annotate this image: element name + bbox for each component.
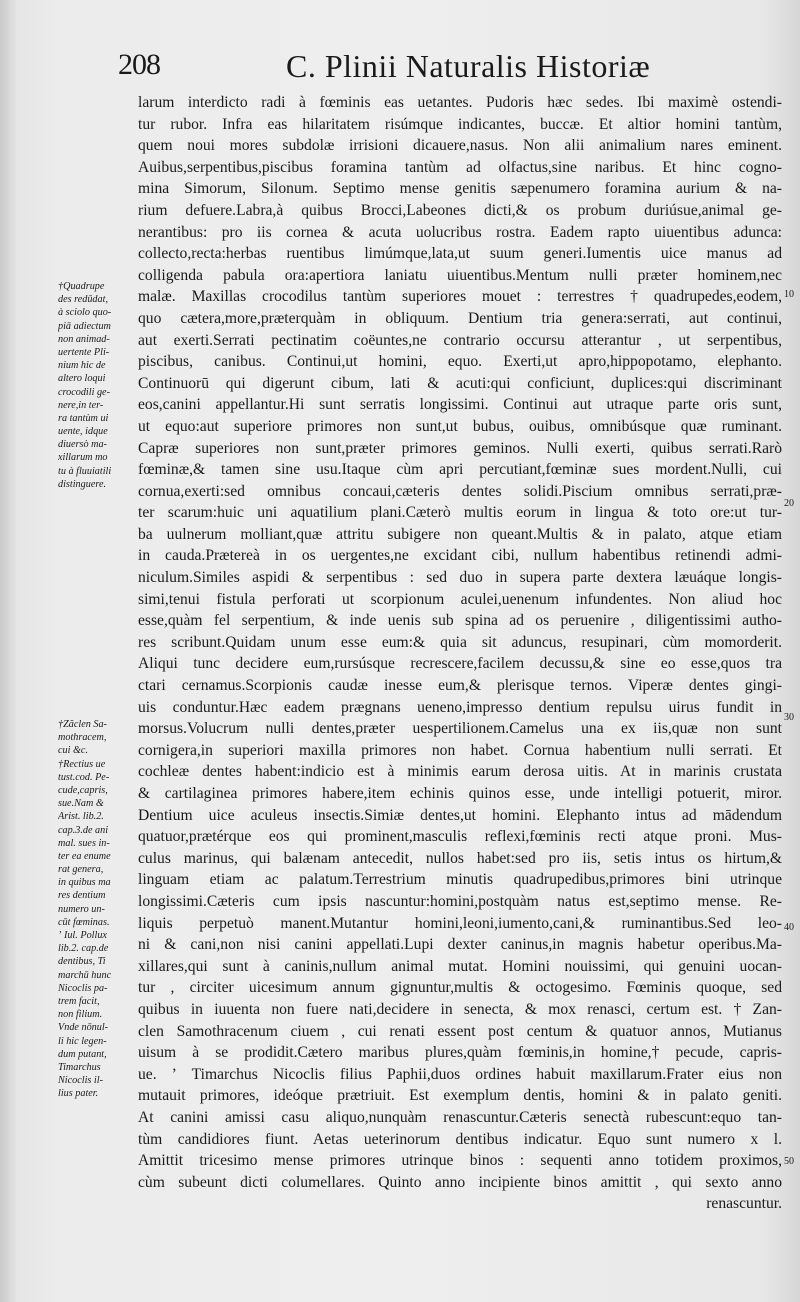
margin-note-line: Nicoclis pa- bbox=[58, 982, 108, 994]
margin-note-line: dum putant, bbox=[58, 1048, 107, 1060]
margin-note-line: crocodili ge- bbox=[58, 386, 110, 398]
text-line: quatuor,prætérque eos qui prominent,masculis reflexi,fœminis recti atque proni. Mus- bbox=[138, 828, 782, 846]
text-line: At canini amissi casu aliquo,nunquàm renascuntur.Cæteris senectà rubescunt:equo tan- bbox=[138, 1108, 782, 1126]
text-line: morsus.Volucrum nulli dentes,præter uespertilionem.Camelus una ex iis,quæ non sunt bbox=[138, 720, 782, 738]
margin-note-line: Arist. lib.2. bbox=[58, 811, 104, 823]
text-line: fœminæ,& tamen sine usu.Itaque cùm apri percutiant,fœminæ sues mordent.Nulli, cui bbox=[138, 461, 782, 479]
line-number-10: 10 bbox=[784, 289, 794, 300]
margin-note-line: distinguere. bbox=[58, 478, 107, 490]
margin-note-line: Nicoclis il- bbox=[58, 1075, 103, 1087]
text-line: piscibus, canibus. Continui,ut homini, equo. Exerti,ut apro,hippopotamo, elephanto. bbox=[138, 353, 782, 371]
text-line: cornigera,in superiori maxilla primores non habet. Cornua habentium nulli serrati. Et bbox=[138, 741, 782, 759]
text-line: in cauda.Prætereà in os uergentes,ne excidant cibi, nullum habentibus retinendi admi- bbox=[138, 547, 782, 565]
text-line: nerantibus: pro iis cornea & acuta uolucribus rostra. Eadem rapto uiuentibus adunca: bbox=[138, 223, 782, 241]
text-line: renascuntur. bbox=[706, 1195, 782, 1213]
margin-note-line: †Quadrupe bbox=[58, 281, 105, 292]
margin-note-line: †Zăclen Sa- bbox=[58, 719, 107, 730]
text-line: uis conduntur.Hæc eadem prægnans ueneno,impresso dentium repulsu uirus fundit in bbox=[138, 698, 782, 716]
line-number-20: 20 bbox=[784, 498, 794, 509]
text-line: rium defuere.Labra,à quibus Brocci,Labeones dicti,& os probum duriúsue,animal ge- bbox=[138, 201, 782, 219]
margin-note-line: rat genera, bbox=[58, 864, 104, 876]
margin-note-line: Timarchus bbox=[58, 1061, 101, 1073]
text-line: res scribunt.Quidam unum esse eum:& quia sit aduncus, resupinari, cùm momorderit. bbox=[138, 633, 782, 651]
margin-note-line: piā adiectum bbox=[58, 320, 111, 332]
margin-note-line: ʼ Iul. Pollux bbox=[58, 930, 107, 941]
text-line: collecto,recta:herbas ruentibus limúmque,lata,ut suum generi.Iumentis uice manus ad bbox=[138, 245, 782, 263]
text-line: tur rubor. Infra eas hilaritatem risúmque indicantes, buccæ. Et altior homini tantùm, bbox=[138, 115, 782, 133]
margin-note-line: in quibus ma bbox=[58, 877, 111, 889]
text-line: malæ. Maxillas crocodilus tantùm superiores mouet : terrestres † quadrupedes,eodem, bbox=[138, 288, 782, 306]
text-line: eos,canini appellantur.Hi sunt serratis longissimi. Continui aut utraque parte oris sunt, bbox=[138, 396, 782, 414]
margin-note-line: trem facit, bbox=[58, 995, 100, 1007]
text-line: uisum à se prodidit.Cætero maribus plures,quàm fœminis,in homine,† pecude, capris- bbox=[138, 1044, 782, 1062]
text-line: tùm candidiores fiunt. Aetas ueterinorum dentibus indicatur. Equo sunt numero x l. bbox=[138, 1130, 782, 1148]
margin-note-line: xillarum mo bbox=[58, 452, 108, 464]
text-line: Amittit tricesimo mense primores utrinque binos : sequenti anno totidem proximos, bbox=[138, 1152, 782, 1170]
text-line: larum interdicto radi à fœminis eas uetantes. Pudoris hæc sedes. Ibi maximè ostendi- bbox=[138, 94, 782, 111]
margin-note-line: non animad- bbox=[58, 333, 110, 345]
text-line: cornua,exerti:sed omnibus concaui,cæteris dentes solidi.Piscium omnibus serrati,præ- bbox=[138, 482, 782, 500]
text-line: cochleæ dentes habent:indicio est à minimis earum derosa uitis. At in marinis crustata bbox=[138, 763, 782, 781]
text-line: quibus in iuuenta non fuere nati,decidere in senecta, & mox renasci, certum est. † Zan- bbox=[138, 1000, 782, 1018]
margin-note-line: nium hic de bbox=[58, 360, 106, 372]
margin-note-line: cude,capris, bbox=[58, 784, 108, 796]
margin-note-line: Vnde nōnul- bbox=[58, 1022, 109, 1034]
margin-note-line: tu à fluuiatili bbox=[58, 465, 112, 477]
margin-note-line: uente, idque bbox=[58, 426, 108, 438]
text-line: simi,tenui fistula perforati ut scorpionum aculei,uenenum infundentes. Non aliud hoc bbox=[138, 590, 782, 608]
text-line: mina Simorum, Silonum. Septimo mense genitis sæpenumero foramina aurium & na- bbox=[138, 180, 782, 198]
text-line: ter scarum:huic uni aquatilium plani.Cæterò multis eorum in lingua & toto ore:ut tur- bbox=[138, 504, 782, 522]
margin-note-line: numero un- bbox=[58, 903, 105, 915]
text-line: liquis perpetuò manent.Mutantur homini,leoni,iumento,cani,& ruminantibus.Sed leo- bbox=[138, 914, 782, 932]
text-line: xillares,qui sunt à caninis,nullum animal mutat. Homini nouissimi, qui genuini uocan- bbox=[138, 957, 782, 975]
text-line: Continuorū qui digerunt cibum, lati & acuti:qui conficiunt, duplices:qui discriminant bbox=[138, 374, 782, 392]
margin-note-line: marchū hunc bbox=[58, 969, 112, 981]
margin-note-line: à sciolo quo- bbox=[58, 307, 112, 319]
line-number-40: 40 bbox=[784, 922, 794, 933]
margin-note-line: cap.3.de ani bbox=[58, 824, 109, 836]
text-line: ba uulnerum molliant,quæ attritu subigere non queant.Multis & in palato, atque etiam bbox=[138, 525, 782, 543]
text-line: ut equo:aut superiore primores non sunt,ut bubus, ouibus, omnibúsque quæ ruminant. bbox=[138, 417, 782, 435]
margin-note-line: des redūdat, bbox=[58, 294, 108, 306]
margin-note-line: lib.2. cap.de bbox=[58, 943, 109, 955]
text-line: tur , circiter uicesimum annum gignuntur,multis & octogesimo. Fœminis quoque, sed bbox=[138, 979, 782, 997]
text-line: Dentium uice aculeus insectis.Simiæ dentes,ut homini. Elephanto intus ad mādendum bbox=[138, 806, 782, 824]
margin-note-line: cūt fœminas. bbox=[58, 916, 110, 928]
margin-note-line: cui &c. bbox=[58, 745, 88, 757]
text-line: ue. ʼ Timarchus Nicoclis filius Paphii,duos ordines habuit maxillarum.Frater eius non bbox=[138, 1065, 782, 1083]
text-line: cùm subeunt dicti columellares. Quinto anno incipiente binos amittit , qui sexto anno bbox=[138, 1173, 782, 1191]
margin-note-line: mal. sues in- bbox=[58, 837, 110, 849]
page-header bbox=[118, 48, 778, 88]
main-text-block bbox=[138, 92, 782, 1215]
margin-note-line: sue.Nam & bbox=[58, 798, 104, 810]
text-line: colligenda pabula ora:apertiora laniatu uiuentibus.Mentum nulli præter hominem,nec bbox=[138, 266, 782, 284]
margin-note-line: tust.cod. Pe- bbox=[58, 771, 110, 783]
text-line: clen Samothracenum ciuem , cui renati essent post centum & quatuor annos, Mutianus bbox=[138, 1022, 782, 1040]
margin-note-line: ra tantùm ui bbox=[58, 412, 109, 424]
page-number: 208 bbox=[118, 48, 160, 81]
text-line: aut exerti.Serrati pectinatim coëuntes,ne contrario occursu atterantur , ut serpentibus, bbox=[138, 331, 782, 349]
margin-note-line: nere,in ter- bbox=[58, 399, 104, 411]
margin-note-quadrupedes bbox=[58, 280, 134, 491]
margin-note-line: diuersò ma- bbox=[58, 439, 107, 451]
running-title: C. Plinii Naturalis Historiæ bbox=[286, 48, 651, 84]
text-line: Aliqui tunc decidere eum,rursúsque recrescere,facilem decussu,& sine eo esse,quos tra bbox=[138, 655, 782, 673]
text-line: niculum.Similes aspidi & serpentibus : sed duo in supera parte dextera læuáque longis- bbox=[138, 569, 782, 587]
margin-note-line: †Rectius ue bbox=[58, 758, 106, 770]
text-line: linguam etiam ac palatum.Terrestrium minutis quadrupedibus,primores bini utrinque bbox=[138, 871, 782, 889]
text-line: mutauit primores, ideóque prætriuit. Est exemplum dentis, homini & in palato geniti. bbox=[138, 1087, 782, 1105]
line-number-50: 50 bbox=[784, 1156, 794, 1167]
text-line: quo cætera,more,præterquàm in obliquum. Dentium tria genera:serrati, aut continui, bbox=[138, 309, 782, 327]
text-line: Auibus,serpentibus,piscibus foramina tantùm ad olfactus,sine naribus. Et hinc cogno- bbox=[138, 158, 782, 176]
text-line: & cartilaginea primores habere,item echinis quinos esse, unde intelligi potuerit, miror. bbox=[138, 785, 782, 802]
margin-note-zanclen bbox=[58, 718, 134, 1100]
margin-note-line: altero loqui bbox=[58, 373, 106, 385]
text-line: ctari cernamus.Scorpionis caudæ inesse eum,& plerisque ternos. Viperæ dentes gingi- bbox=[138, 677, 782, 695]
text-line: culus marinus, qui balænam antecedit, nullos habet:sed pro iis, setis intus os hirtum,& bbox=[138, 849, 782, 867]
margin-note-line: uertente Pli- bbox=[58, 346, 110, 358]
margin-note-line: lius pater. bbox=[58, 1088, 99, 1100]
text-line: longissimi.Cæteris cum ipsis nascuntur:homini,postquàm natus est,septimo mense. Re- bbox=[138, 892, 782, 910]
margin-note-line: res dentium bbox=[58, 890, 106, 902]
text-line: ni & cani,non nisi canini appellati.Lupi dexter caninus,in magnis habetur operibus.Ma- bbox=[138, 936, 782, 954]
margin-note-line: li hic legen- bbox=[58, 1035, 107, 1047]
text-line: esse,quàm fel serpentium, & inde uenis sub spina ad os peruenire , diligentissimi autho- bbox=[138, 612, 782, 630]
margin-note-line: non filium. bbox=[58, 1009, 103, 1021]
margin-note-line: mothracem, bbox=[58, 732, 107, 744]
margin-note-line: ter ea enume bbox=[58, 850, 111, 862]
line-number-30: 30 bbox=[784, 712, 794, 723]
text-line: Capræ superiores non sunt,præter primores geminos. Nulli exerti, quibus serrati.Rarò bbox=[138, 439, 782, 457]
margin-note-line: dentibus, Ti bbox=[58, 956, 106, 968]
text-line: quem noui mores subdolæ irrisioni dicauere,nasus. Non alii animalium nares eminent. bbox=[138, 137, 782, 155]
